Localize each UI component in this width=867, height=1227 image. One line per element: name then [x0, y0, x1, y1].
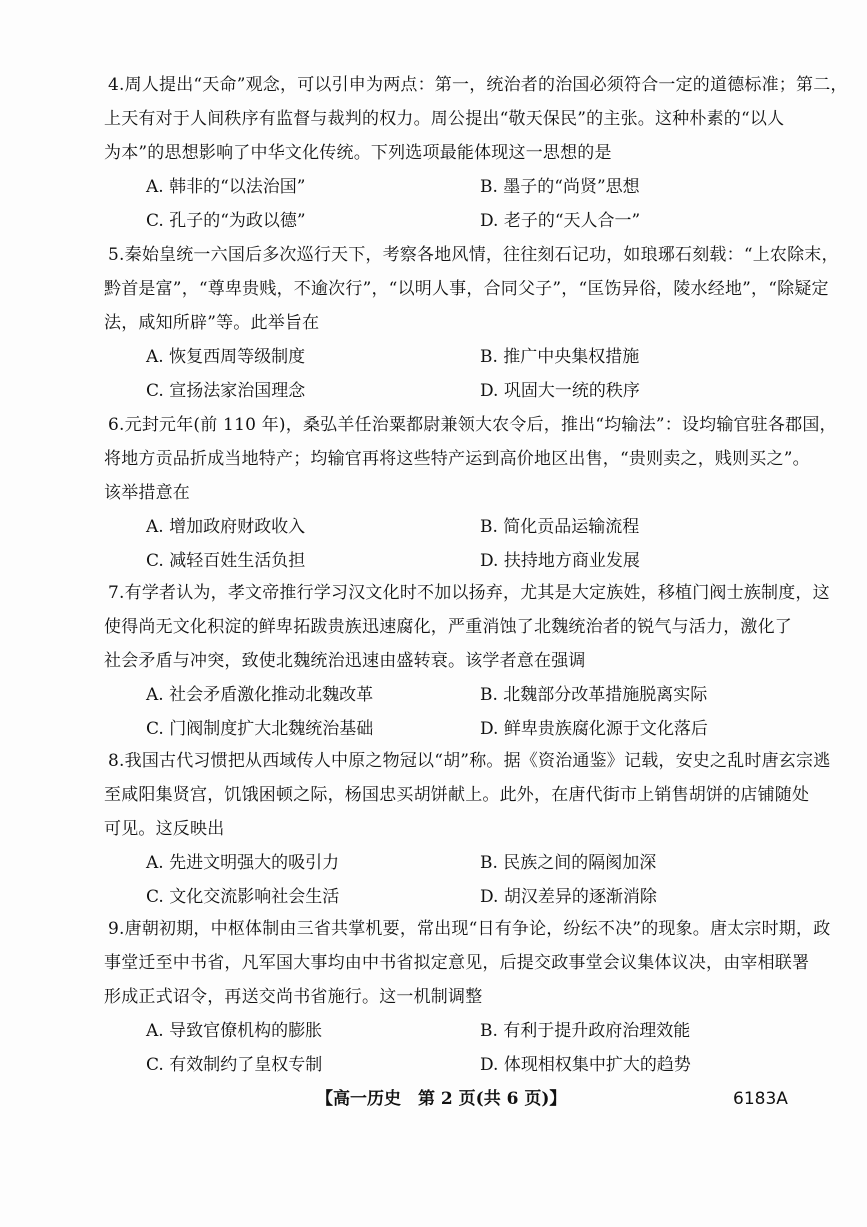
options-row [104, 170, 804, 204]
option-a: A. 社会矛盾激化推动北魏改革 [146, 685, 374, 705]
option-d: D. 体现相权集中扩大的趋势 [480, 1055, 691, 1075]
option-c: C. 孔子的“为政以德” [146, 211, 306, 231]
question-8 [104, 744, 831, 914]
option-c: C. 文化交流影响社会生活 [146, 887, 340, 907]
question-5 [104, 238, 839, 408]
option-d: D. 老子的“天人合一” [480, 211, 641, 231]
question-stem-line: 形成正式诏令，再送交尚书省施行。这一机制调整 [104, 987, 483, 1007]
question-stem-line: 社会矛盾与冲突，致使北魏统治迅速由盛转衰。该学者意在强调 [104, 651, 586, 671]
option-d: D. 鲜卑贵族腐化源于文化落后 [480, 719, 708, 739]
option-a: A. 导致官僚机构的膨胀 [146, 1021, 323, 1041]
options-row [104, 678, 804, 712]
question-stem-line: 使得尚无文化积淀的鲜卑拓跋贵族迅速腐化，严重消蚀了北魏统治者的锐气与活力，激化了 [104, 617, 792, 637]
question-stem-line: 4.周人提出“天命”观念，可以引申为两点：第一，统治者的治国必须符合一定的道德标准；第二， [108, 75, 848, 95]
option-c: C. 减轻百姓生活负担 [146, 551, 306, 571]
question-stem-line: 8.我国古代习惯把从西域传人中原之物冠以“胡”称。据《资治通鉴》记载，安史之乱时唐玄宗逃 [108, 751, 831, 771]
option-c: C. 宣扬法家治国理念 [146, 381, 306, 401]
options-row [104, 544, 804, 578]
page-footer [0, 1084, 867, 1114]
question-stem-line: 黔首是富”，“尊卑贵贱，不逾次行”，“以明人事，合同父子”，“匡饬异俗，陵水经地”，“除疑定 [104, 279, 829, 299]
exam-code: 6183A [733, 1089, 788, 1109]
option-b: B. 有利于提升政府治理效能 [480, 1021, 691, 1041]
option-a: A. 韩非的“以法治国” [146, 177, 306, 197]
option-a: A. 先进文明强大的吸引力 [146, 853, 340, 873]
question-stem-line: 9.唐朝初期，中枢体制由三省共掌机要，常出现“日有争论，纷纭不决”的现象。唐太宗时期，政 [108, 919, 831, 939]
option-a: A. 恢复西周等级制度 [146, 347, 306, 367]
option-b: B. 墨子的“尚贤”思想 [480, 177, 640, 197]
options-row [104, 880, 804, 914]
page-number-label: 【高一历史 第 2 页(共 6 页)】 [316, 1089, 567, 1109]
options-row [104, 1048, 804, 1082]
option-b: B. 简化贡品运输流程 [480, 517, 640, 537]
question-stem-line: 7.有学者认为，孝文帝推行学习汉文化时不加以扬弃，尤其是大定族姓，移植门阀士族制度，这 [108, 583, 830, 603]
option-c: C. 门阀制度扩大北魏统治基础 [146, 719, 374, 739]
question-stem-line: 为本”的思想影响了中华文化传统。下列选项最能体现这一思想的是 [104, 143, 612, 163]
question-7 [104, 576, 830, 746]
option-d: D. 扶持地方商业发展 [480, 551, 640, 571]
options-row [104, 510, 804, 544]
question-9 [104, 912, 831, 1082]
options-row [104, 712, 804, 746]
question-stem-line: 5.秦始皇统一六国后多次巡行天下，考察各地风情，往往刻石记功，如琅琊石刻载：“上农除末， [108, 245, 839, 265]
question-6 [104, 408, 837, 578]
option-b: B. 推广中央集权措施 [480, 347, 640, 367]
option-d: D. 胡汉差异的逐渐消除 [480, 887, 657, 907]
options-row [104, 340, 804, 374]
question-stem-line: 可见。这反映出 [104, 819, 225, 839]
question-stem-line: 上天有对于人间秩序有监督与裁判的权力。周公提出“敬天保民”的主张。这种朴素的“以人 [104, 109, 785, 129]
question-stem-line: 将地方贡品折成当地特产；均输官再将这些特产运到高价地区出售，“贵则卖之，贱则买之”。 [104, 449, 810, 469]
question-stem-line: 该举措意在 [104, 483, 190, 503]
options-row [104, 1014, 804, 1048]
options-row [104, 374, 804, 408]
option-c: C. 有效制约了皇权专制 [146, 1055, 323, 1075]
option-a: A. 增加政府财政收入 [146, 517, 306, 537]
option-d: D. 巩固大一统的秩序 [480, 381, 640, 401]
options-row [104, 846, 804, 880]
question-4 [104, 68, 848, 238]
question-stem-line: 6.元封元年(前 110 年)，桑弘羊任治粟都尉兼领大农令后，推出“均输法”：设均输官驻各郡国， [108, 415, 837, 435]
question-stem-line: 事堂迁至中书省，凡军国大事均由中书省拟定意见，后提交政事堂会议集体议决，由宰相联署 [104, 953, 810, 973]
option-b: B. 民族之间的隔阂加深 [480, 853, 657, 873]
options-row [104, 204, 804, 238]
option-b: B. 北魏部分改革措施脱离实际 [480, 685, 708, 705]
question-stem-line: 至咸阳集贤宫，饥饿困顿之际，杨国忠买胡饼献上。此外，在唐代街市上销售胡饼的店铺随处 [104, 785, 810, 805]
question-stem-line: 法，咸知所辟”等。此举旨在 [104, 313, 320, 333]
